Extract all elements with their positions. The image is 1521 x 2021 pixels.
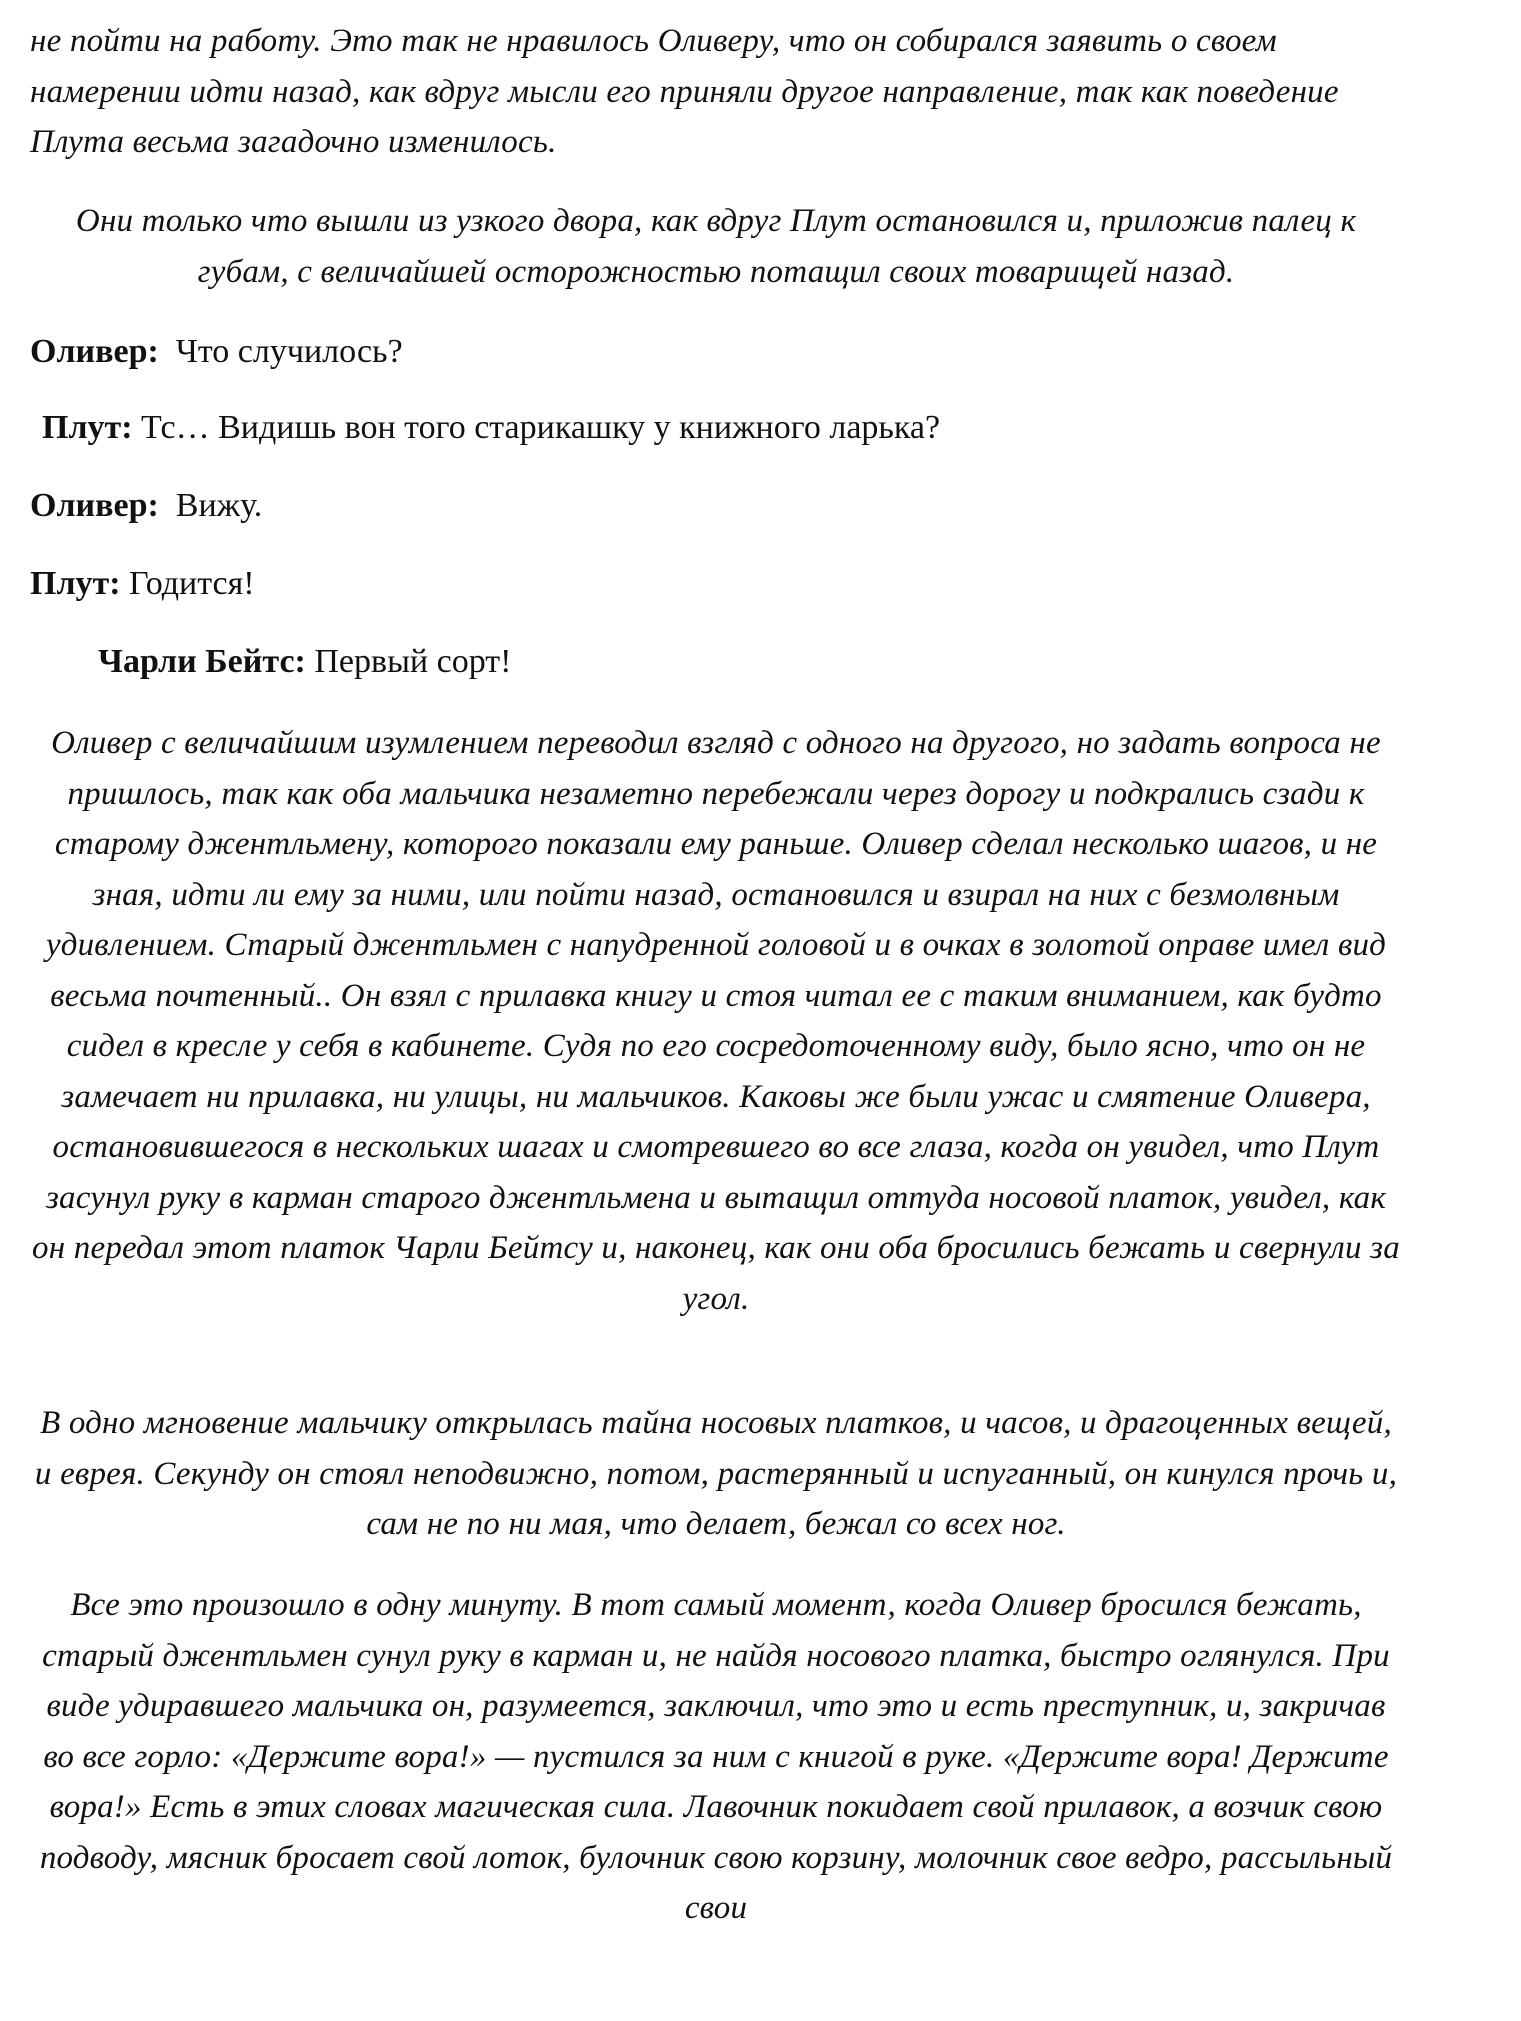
dialogue-line-1 bbox=[30, 332, 403, 372]
speaker-name: Оливер: bbox=[30, 487, 159, 524]
speaker-name: Чарли Бейтс: bbox=[98, 643, 306, 680]
dialogue-text: Что случилось? bbox=[175, 333, 403, 370]
dialogue-line-5 bbox=[98, 642, 511, 682]
dialogue-text: Вижу. bbox=[175, 487, 263, 524]
speaker-name: Плут: bbox=[30, 565, 121, 602]
dialogue-line-4 bbox=[30, 564, 255, 604]
narration-paragraph-5: Все это произошло в одну минуту. В тот самый момент, когда Оливер бросился бежать, старый джентльмен сунул руку в карман и, не найдя носового платка, быстро оглянулся. При виде удиравшего мальчика он, разумеется, заключил, что это и есть преступник, и, закричав во все горло: «Держите вора!» — пустился за ним с книгой в руке. «Держите вора! Держите вора!» Есть в этих словах магическая сила. Лавочник покидает свой прилавок, а возчик свою подводу, мясник бросает свой лоток, булочник свою корзину, молочник свое ведро, рассыльный свои bbox=[39, 1587, 1393, 1926]
narration-paragraph-3: Оливер с величайшим изумлением переводил взгляд с одного на другого, но задать вопроса не пришлось, так как оба мальчика незаметно перебежали через дорогу и подкрались сзади к старому джентльмену, которого показали ему раньше. Оливер сделал несколько шагов, и не зная, идти ли ему за ними, или пойти назад, остановился и взирал на них с безмолвным удивлением. Старый джентльмен с напудренной головой и в очках в золотой оправе имел вид весьма почтенный.. Он взял с прилавка книгу и стоя читал ее с таким вниманием, как будто сидел в кресле у себя в кабинете. Судя по его сосредоточенному виду, было ясно, что он не замечает ни прилавка, ни улицы, ни мальчиков. Каковы же были ужас и смятение Оливера, остановившегося в нескольких шагах и смотревшего во все глаза, когда он увидел, что Плут засунул руку в карман старого джентльмена и вытащил оттуда носовой платок, увидел, как он передал этот платок Чарли Бейтсу и, наконец, как они оба бросились бежать и свернули за угол. bbox=[32, 725, 1400, 1317]
narration-paragraph-1: не пойти на работу. Это так не нравилось Оливеру, что он собирался заявить о своем намерении идти назад, как вдруг мысли его приняли другое направление, так как поведение Плута весьма загадочно изменилось. bbox=[30, 23, 1339, 160]
dialogue-text: Годится! bbox=[129, 565, 255, 602]
dialogue-text: Тс… Видишь вон того старикашку у книжного ларька? bbox=[141, 409, 941, 446]
narration-paragraph-4: В одно мгновение мальчику открылась тайна носовых платков, и часов, и драгоценных вещей, и еврея. Секунду он стоял неподвижно, потом, растерянный и испуганный, он кинулся прочь и, сам не по ни мая, что делает, бежал со всех ног. bbox=[34, 1405, 1398, 1542]
dialogue-text: Первый сорт! bbox=[314, 643, 512, 680]
dialogue-line-3 bbox=[30, 486, 262, 526]
speaker-name: Плут: bbox=[42, 409, 133, 446]
dialogue-line-2 bbox=[42, 408, 940, 448]
speaker-name: Оливер: bbox=[30, 333, 159, 370]
narration-paragraph-2: Они только что вышли из узкого двора, как вдруг Плут остановился и, приложив палец к губам, с величайшей осторожностью потащил своих товарищей назад. bbox=[75, 203, 1357, 290]
